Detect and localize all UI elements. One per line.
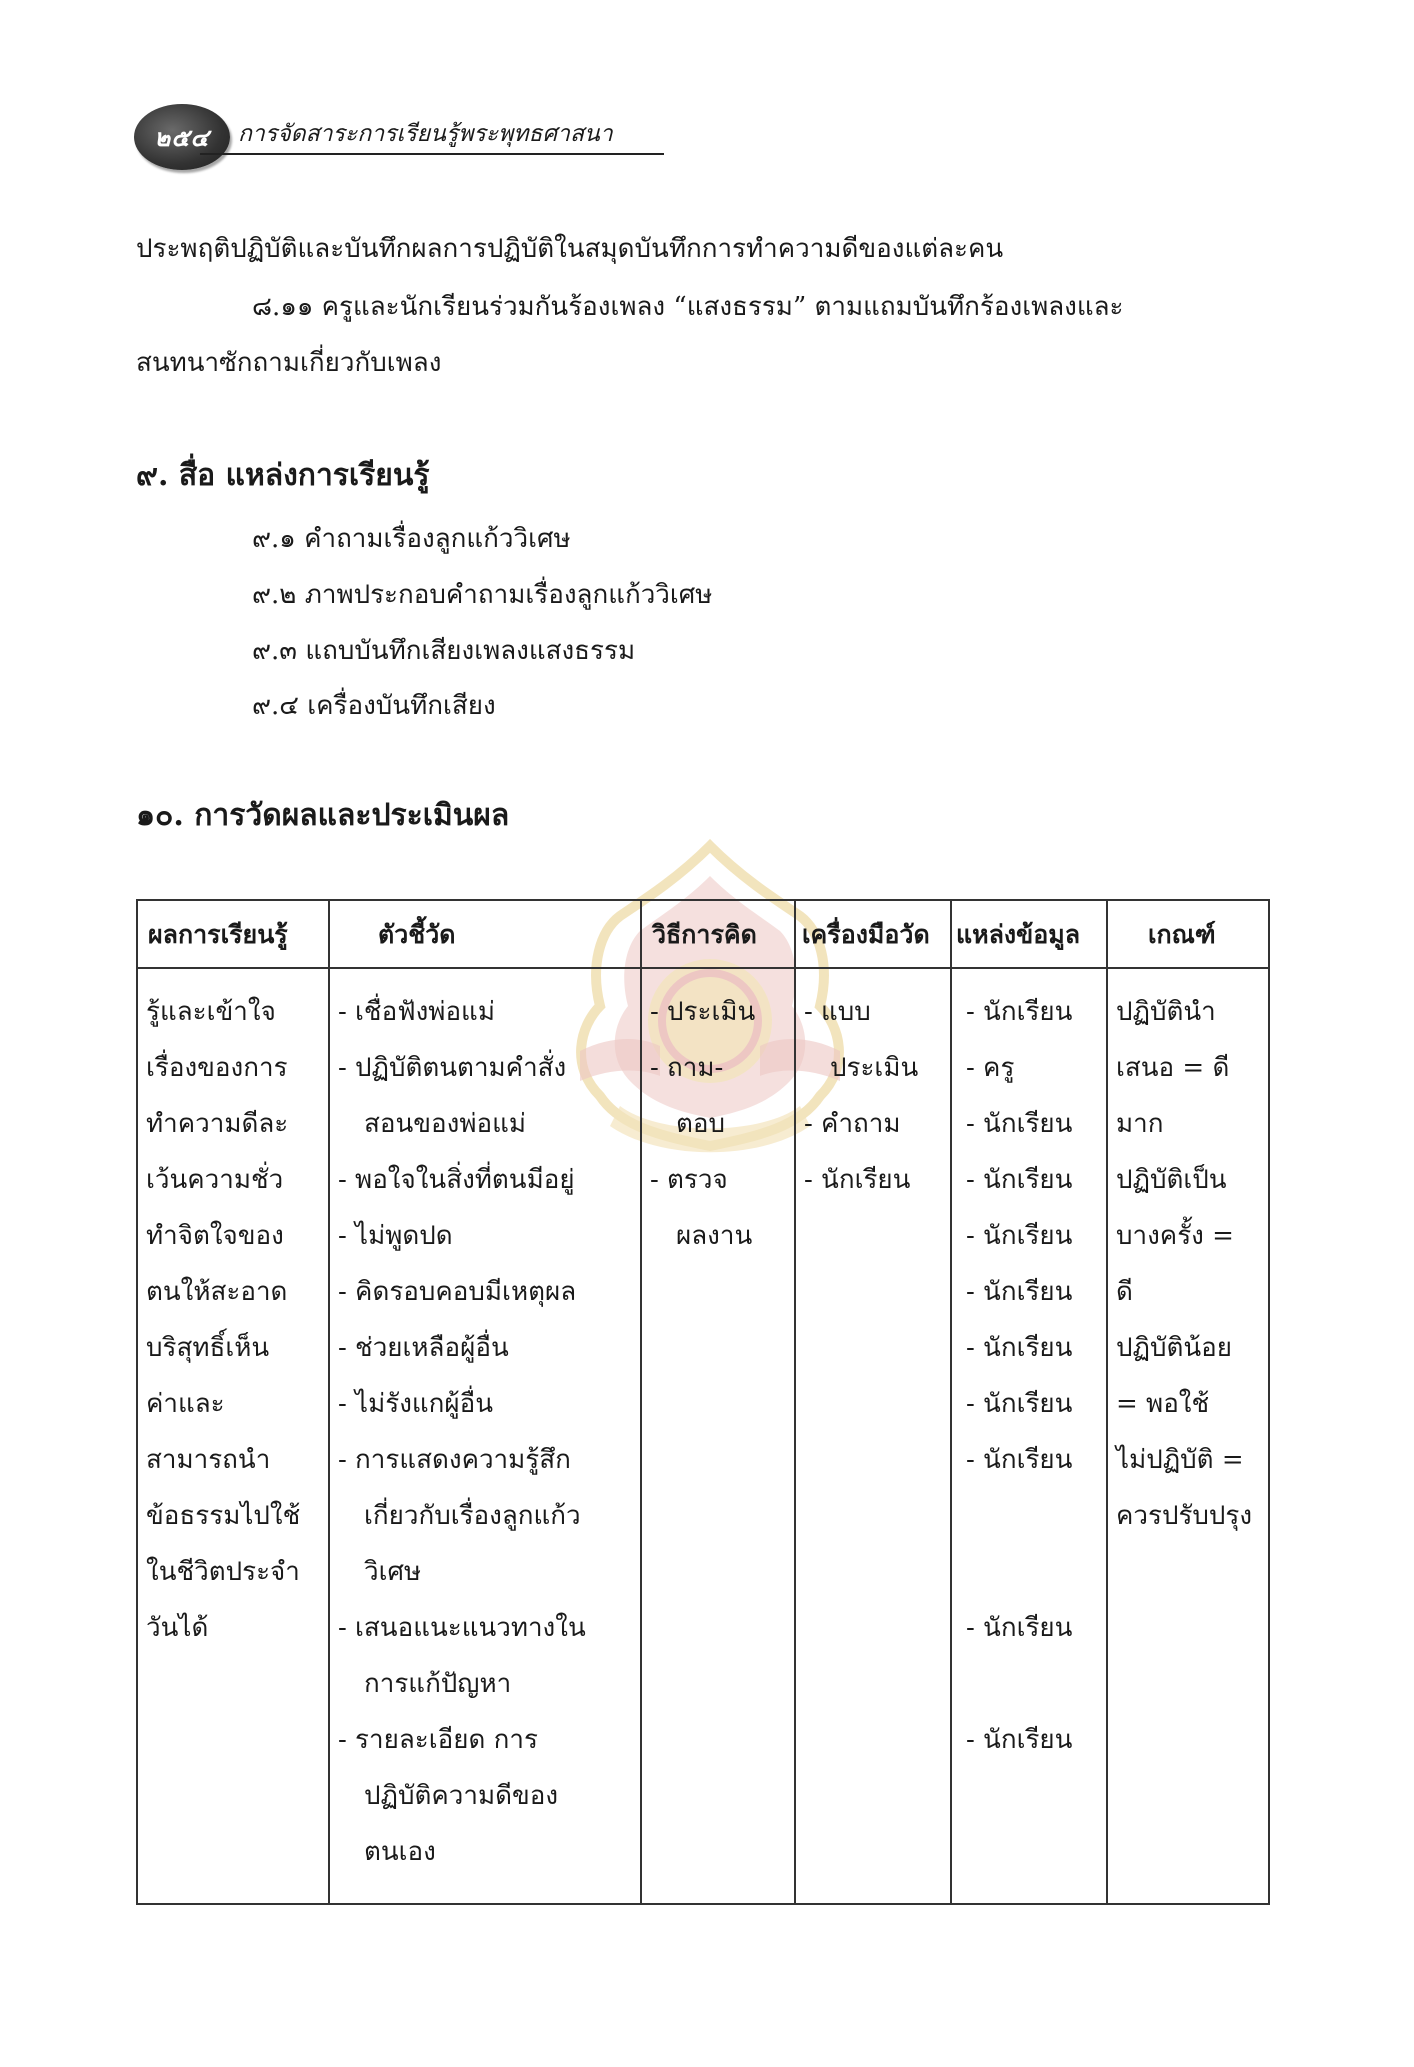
header-underline bbox=[200, 153, 664, 155]
indicator-line: - รายละเอียด การ bbox=[338, 1725, 538, 1755]
outcome-line: ข้อธรรมไปใช้ bbox=[146, 1501, 301, 1531]
source-line: - นักเรียน bbox=[966, 1165, 1073, 1195]
method-line: - ประเมิน bbox=[650, 997, 756, 1027]
source-line: - นักเรียน bbox=[966, 1333, 1073, 1363]
indicator-line: - พอใจในสิ่งที่ตนมีอยู่ bbox=[338, 1165, 575, 1195]
table-column-divider bbox=[640, 901, 642, 1903]
table-header-data-source: แหล่งข้อมูล bbox=[956, 920, 1081, 949]
table-header-criteria: เกณฑ์ bbox=[1148, 920, 1216, 949]
method-line: ตอบ bbox=[676, 1109, 726, 1139]
table-header-divider bbox=[138, 967, 1268, 969]
page-number-badge bbox=[134, 104, 230, 170]
source-line: - นักเรียน bbox=[966, 997, 1073, 1027]
indicator-line: - เชื่อฟังพ่อแม่ bbox=[338, 997, 495, 1027]
outcome-line: รู้และเข้าใจ bbox=[146, 997, 276, 1027]
indicator-line: ตนเอง bbox=[364, 1837, 436, 1867]
criteria-line: ปฏิบัตินำ bbox=[1116, 997, 1216, 1027]
outcome-line: วันได้ bbox=[146, 1613, 209, 1643]
criteria-line: = พอใช้ bbox=[1116, 1389, 1210, 1419]
table-header-indicator: ตัวชี้วัด bbox=[378, 920, 456, 949]
criteria-line: ดี bbox=[1116, 1277, 1133, 1307]
indicator-line: - การแสดงความรู้สึก bbox=[338, 1445, 571, 1475]
section-9-heading: ๙. สื่อ แหล่งการเรียนรู้ bbox=[136, 458, 430, 493]
criteria-line: เสนอ = ดี bbox=[1116, 1053, 1230, 1083]
source-line: - นักเรียน bbox=[966, 1613, 1073, 1643]
section-9-item: ๙.๔ เครื่องบันทึกเสียง bbox=[252, 691, 496, 721]
section-9-item: ๙.๑ คำถามเรื่องลูกแก้ววิเศษ bbox=[252, 524, 571, 554]
intro-line-3: สนทนาซักถามเกี่ยวกับเพลง bbox=[136, 348, 442, 378]
outcome-line: ทำจิตใจของ bbox=[146, 1221, 284, 1251]
intro-line-2: ๘.๑๑ ครูและนักเรียนร่วมกันร้องเพลง “แสงธรรม” ตามแถมบันทึกร้องเพลงและ bbox=[252, 292, 1124, 322]
source-line: - นักเรียน bbox=[966, 1445, 1073, 1475]
outcome-line: ทำความดีละ bbox=[146, 1109, 289, 1139]
table-column-divider bbox=[950, 901, 952, 1903]
instrument-line: ประเมิน bbox=[830, 1053, 919, 1083]
source-line: - นักเรียน bbox=[966, 1109, 1073, 1139]
outcome-line: เว้นความชั่ว bbox=[146, 1165, 284, 1195]
method-line: - ตรวจ bbox=[650, 1165, 728, 1195]
indicator-line: การแก้ปัญหา bbox=[364, 1669, 512, 1699]
table-column-divider bbox=[328, 901, 330, 1903]
indicator-line: - ปฏิบัติตนตามคำสั่ง bbox=[338, 1053, 567, 1083]
method-line: ผลงาน bbox=[676, 1221, 753, 1251]
page-number: ๒๕๔ bbox=[154, 123, 210, 152]
source-line: - ครู bbox=[966, 1053, 1015, 1083]
outcome-line: ตนให้สะอาด bbox=[146, 1277, 288, 1307]
indicator-line: สอนของพ่อแม่ bbox=[364, 1109, 526, 1139]
table-header-learning-outcome: ผลการเรียนรู้ bbox=[148, 920, 288, 949]
section-9-item: ๙.๒ ภาพประกอบคำถามเรื่องลูกแก้ววิเศษ bbox=[252, 580, 713, 610]
indicator-line: - คิดรอบคอบมีเหตุผล bbox=[338, 1277, 577, 1307]
source-line: - นักเรียน bbox=[966, 1221, 1073, 1251]
source-line: - นักเรียน bbox=[966, 1277, 1073, 1307]
criteria-line: ปฏิบัติน้อย bbox=[1116, 1333, 1232, 1363]
indicator-line: - ไม่รังแกผู้อื่น bbox=[338, 1389, 494, 1419]
header-title: การจัดสาระการเรียนรู้พระพุทธศาสนา bbox=[238, 121, 613, 147]
instrument-line: - นักเรียน bbox=[804, 1165, 911, 1195]
instrument-line: - แบบ bbox=[804, 997, 871, 1027]
criteria-line: มาก bbox=[1116, 1109, 1164, 1139]
criteria-line: ไม่ปฏิบัติ = bbox=[1116, 1445, 1244, 1475]
indicator-line: - ช่วยเหลือผู้อื่น bbox=[338, 1333, 509, 1363]
indicator-line: วิเศษ bbox=[364, 1557, 422, 1587]
outcome-line: บริสุทธิ์เห็น bbox=[146, 1333, 270, 1363]
instrument-line: - คำถาม bbox=[804, 1109, 901, 1139]
source-line: - นักเรียน bbox=[966, 1725, 1073, 1755]
method-line: - ถาม- bbox=[650, 1053, 724, 1083]
evaluation-table bbox=[136, 899, 1270, 1905]
outcome-line: สามารถนำ bbox=[146, 1445, 271, 1475]
section-9-item: ๙.๓ แถบบันทึกเสียงเพลงแสงธรรม bbox=[252, 636, 636, 666]
indicator-line: เกี่ยวกับเรื่องลูกแก้ว bbox=[364, 1501, 581, 1531]
intro-line-1: ประพฤติปฏิบัติและบันทึกผลการปฏิบัติในสมุดบันทึกการทำความดีของแต่ละคน bbox=[136, 234, 1004, 264]
indicator-line: - เสนอแนะแนวทางใน bbox=[338, 1613, 586, 1643]
outcome-line: ค่าและ bbox=[146, 1389, 225, 1419]
criteria-line: บางครั้ง = bbox=[1116, 1221, 1234, 1251]
outcome-line: ในชีวิตประจำ bbox=[146, 1557, 300, 1587]
table-header-instrument: เครื่องมือวัด bbox=[802, 920, 930, 949]
table-header-method: วิธีการคิด bbox=[652, 920, 757, 949]
outcome-line: เรื่องของการ bbox=[146, 1053, 288, 1083]
indicator-line: - ไม่พูดปด bbox=[338, 1221, 453, 1251]
table-column-divider bbox=[794, 901, 796, 1903]
source-line: - นักเรียน bbox=[966, 1389, 1073, 1419]
indicator-line: ปฏิบัติความดีของ bbox=[364, 1781, 559, 1811]
criteria-line: ควรปรับปรุง bbox=[1116, 1501, 1253, 1531]
criteria-line: ปฏิบัติเป็น bbox=[1116, 1165, 1227, 1195]
table-column-divider bbox=[1106, 901, 1108, 1903]
section-10-heading: ๑๐. การวัดผลและประเมินผล bbox=[136, 798, 510, 833]
